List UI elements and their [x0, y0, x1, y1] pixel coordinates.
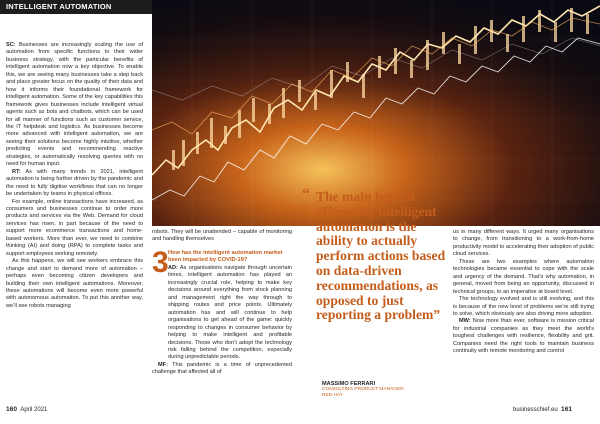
- speaker-initials: RT:: [12, 168, 21, 175]
- paragraph-text: Now more than ever, software is mission critical for industrial companies as they meet the world’s toughest challenges with resilience, flexibility and grit. Companies need the right tools to maintain business continuity with remote monitoring and control: [453, 318, 594, 355]
- paragraph: As this happens, we will see workers embrace this change and start to demand more of automation – perhaps even becoming citizen developers and building their own intelligent automations. Moreover, these automations will become even more powerful with autonomous automation. To put this another way, we’ll see robots managing: [6, 258, 143, 309]
- page-number: 161: [561, 406, 573, 413]
- paragraph-text: This pandemic is a time of unprecedented challenge that affected all of: [152, 361, 292, 376]
- issue-date: April 2021: [20, 407, 48, 413]
- section-title: INTELLIGENT AUTOMATION: [6, 2, 112, 11]
- paragraph: us in many different ways. It urged many organisations to change, from transitioning to a work-from-home productivity model to accelerating their adoption of public cloud services.: [453, 229, 594, 258]
- question-number: 3: [152, 246, 169, 279]
- quote-attribution: [322, 381, 452, 399]
- author-company: RED HAT: [322, 393, 343, 398]
- speaker-initials: MF:: [158, 361, 168, 368]
- pull-quote: The main benefit offered by intelligent automation is the ability to actually perform actions based on data-driven recommendations, as opposed to just reporting a problem”: [316, 189, 446, 323]
- footer-right: [513, 406, 572, 413]
- paragraph: The technology evolved and is still evolving, and this is because of the new level of problems we’re still trying to solve, which obviously are also driving more adoption.: [453, 296, 594, 317]
- paragraph-text: Businesses are increasingly scaling the use of automation from specific functions to their wider business strategy, with the particular benefits of intelligent automation now a key objective. To enable this, we are seeing many businesses take a step back and place greater focus on the quality of their data and how it informs their foundational framework for intelligent automation. Some of the key capabilities this framework gives businesses include intelligent virtual agents such as bots and chatbots, which can be used for all manner of functions such as customer service, the IT helpdesk and logistics. As businesses become more advanced with intelligent automation, we are seeing their solutions become highly intuitive, whether predicting events and recommending reactive strategies, or automatically resolving queries with no need for human input.: [6, 42, 143, 168]
- paragraph-text: As organisations navigate through uncertain times, intelligent automation has played an increasingly crucial role, helping to make key decisions around everything from stock planning and management right the way through to shipping routes and price points. Ultimately automation has and will continue to help organisations to get ahead of the game: quickly responding to changes in consumer behavior by helping to make intelligent and profitable decisions. Those who don’t adopt the technology risk falling behind the competition, especially during unpredictable periods.: [168, 265, 292, 361]
- paragraph-text: As with many trends in 2021, intelligent automation is being further driven by the pandemic and the need to fully digitise workflows that can no longer be undertaken by teams in physical offices.: [6, 168, 143, 198]
- site-name: businesschief.eu: [513, 407, 558, 413]
- paragraph: robots. They will be unattended – capable of monitoring and handling themselves: [152, 229, 292, 243]
- paragraph: [6, 42, 143, 169]
- question-text: How has the intelligent automation market been impacted by COVID-19?: [168, 250, 283, 263]
- column-2: [152, 265, 292, 377]
- paragraph: [6, 169, 143, 199]
- column-4: [453, 229, 594, 356]
- page-number: 160: [6, 406, 18, 413]
- paragraph: [152, 362, 292, 377]
- section-header: [0, 0, 152, 14]
- paragraph: [152, 265, 292, 362]
- paragraph: [453, 318, 594, 355]
- author-title-line: CONSULTING PRODUCT MANAGER,: [322, 387, 405, 392]
- author-name: MASSIMO FERRARI: [322, 381, 376, 387]
- footer-left: [6, 406, 47, 413]
- paragraph: These are two examples where automation technologies became essential to cope with the scale and urgency of the demand. That’s why automation, in general, moved from being an opportunity, discussed in technical groups, to an imperative at board level.: [453, 258, 594, 295]
- paragraph: For example, online transactions have increased, as consumers and businesses continue to order more products and services via the Web. Demand for cloud services has risen, in part because of the need to support more ecommerce transactions and home-based workers. More than ever, we need to combine thinking (AI) and doing (RPA) to complete tasks and support employees working remotely.: [6, 198, 143, 257]
- author-title: [322, 387, 452, 399]
- speaker-initials: SC:: [6, 42, 16, 48]
- column-1: [6, 42, 143, 310]
- column-2-continuation: [152, 229, 292, 244]
- speaker-initials: MW:: [459, 318, 471, 325]
- speaker-initials: AD:: [168, 265, 178, 271]
- quote-mark-icon: “: [302, 186, 310, 203]
